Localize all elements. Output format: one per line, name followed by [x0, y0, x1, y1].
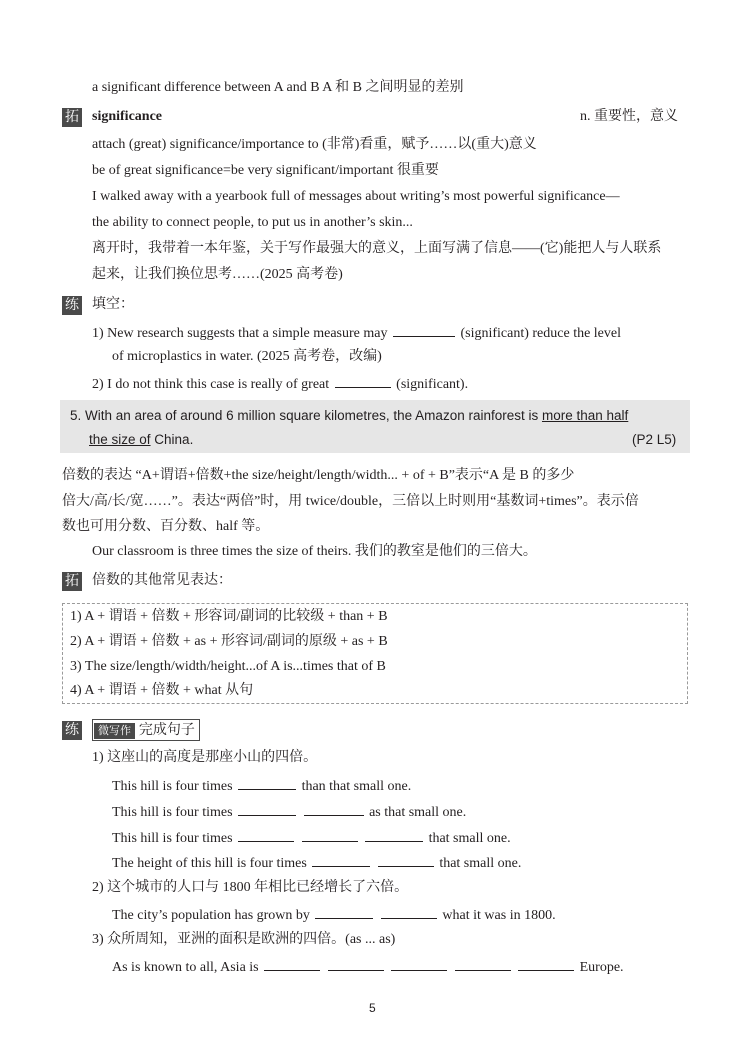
question-text: as that small one. [369, 805, 467, 820]
question-text: (significant). [396, 377, 469, 392]
sentence-line [89, 430, 193, 450]
question-text: (significant) reduce the level [460, 326, 622, 341]
sentence-text: 5. With an area of around 6 million square kilometres, the Amazon rainforest is [70, 408, 542, 423]
answer-blank[interactable] [518, 956, 574, 971]
question-text: that small one. [428, 831, 511, 846]
text-line: the ability to connect people, to put us in another’s skin... [92, 215, 413, 230]
answer-blank[interactable] [315, 904, 373, 919]
text-line: a significant difference between A and B A 和 B 之间明显的差别 [92, 80, 464, 95]
text-line: attach (great) significance/importance to (非常)看重，赋予……以(重大)意义 [92, 137, 537, 152]
question-text: than that small one. [301, 779, 412, 794]
question-text: The city’s population has grown by [112, 908, 310, 923]
sentence-line [70, 406, 628, 426]
answer-blank[interactable] [238, 827, 294, 842]
exercise-item [112, 801, 466, 823]
section-title: 倍数的其他常见表达： [92, 573, 232, 588]
list-item: 4) A + 谓语 + 倍数 + what 从句 [70, 683, 254, 698]
headword: significance [92, 109, 162, 124]
question-text: As is known to all, Asia is [112, 960, 259, 975]
underlined-phrase: the size of [89, 432, 151, 447]
list-item: 1) A + 谓语 + 倍数 + 形容词/副词的比较级 + than + B [70, 609, 388, 624]
answer-blank[interactable] [312, 852, 370, 867]
answer-blank[interactable] [335, 373, 391, 388]
part-of-speech: n. 重要性，意义 [580, 109, 678, 124]
question-text: 2) I do not think this case is really of great [92, 377, 330, 392]
answer-blank[interactable] [393, 322, 455, 337]
text-line: 起来，让我们换位思考……(2025 高考卷) [92, 267, 343, 282]
list-item: 3) The size/length/width/height...of A is...times that of B [70, 659, 386, 674]
text-line: I walked away with a yearbook full of messages about writing’s most powerful significance— [92, 189, 620, 204]
answer-blank[interactable] [304, 801, 364, 816]
text-line: be of great significance=be very significant/important 很重要 [92, 163, 439, 178]
question-text: 1) New research suggests that a simple measure may [92, 326, 388, 341]
lian-tag: 练 [62, 721, 82, 740]
sentence-text: China. [150, 432, 194, 447]
tuo-tag: 拓 [62, 108, 82, 127]
lian-tag: 练 [62, 296, 82, 315]
exercise-item [112, 852, 521, 874]
exercise-item [92, 322, 621, 344]
question-text: This hill is four times [112, 805, 233, 820]
question-text: Europe. [579, 960, 624, 975]
exercise-title: 完成句子 [138, 721, 195, 737]
text-line: 数也可用分数、百分数、half 等。 [62, 519, 270, 534]
exercise-item [92, 373, 468, 395]
exercise-heading [92, 719, 200, 741]
exercise-item [112, 956, 624, 978]
page-reference: (P2 L5) [632, 432, 677, 447]
list-item: 2) A + 谓语 + 倍数 + as + 形容词/副词的原级 + as + B [70, 634, 388, 649]
exercise-item [112, 904, 556, 926]
question-text: This hill is four times [112, 831, 233, 846]
answer-blank[interactable] [378, 852, 434, 867]
question-text: that small one. [439, 856, 522, 871]
answer-blank[interactable] [328, 956, 384, 971]
page-number: 5 [369, 1001, 376, 1015]
text-line: 倍数的表达 “A+谓语+倍数+the size/height/length/width... + of + B”表示“A 是 B 的多少 [62, 468, 575, 483]
question-text: 3) 众所周知，亚洲的面积是欧洲的四倍。(as ... as) [92, 932, 396, 947]
micro-writing-badge: 微写作 [94, 723, 135, 739]
answer-blank[interactable] [381, 904, 437, 919]
question-text: 2) 这个城市的人口与 1800 年相比已经增长了六倍。 [92, 880, 409, 895]
question-text: This hill is four times [112, 779, 233, 794]
exercise-title: 填空： [92, 297, 134, 312]
tuo-tag: 拓 [62, 572, 82, 591]
text-line: 倍大/高/长/宽……”。表达“两倍”时，用 twice/double，三倍以上时则用“基数词+times”。表示倍 [62, 494, 639, 509]
answer-blank[interactable] [238, 801, 296, 816]
underlined-phrase: more than half [541, 408, 629, 423]
question-text: of microplastics in water. (2025 高考卷，改编) [112, 349, 382, 364]
answer-blank[interactable] [238, 775, 296, 790]
answer-blank[interactable] [264, 956, 320, 971]
text-line: 离开时，我带着一本年鉴，关于写作最强大的意义，上面写满了信息——(它)能把人与人联系 [92, 241, 662, 256]
answer-blank[interactable] [365, 827, 423, 842]
example-sentence: Our classroom is three times the size of theirs. 我们的教室是他们的三倍大。 [92, 544, 537, 559]
answer-blank[interactable] [455, 956, 511, 971]
answer-blank[interactable] [302, 827, 358, 842]
exercise-item [112, 775, 411, 797]
answer-blank[interactable] [391, 956, 447, 971]
question-text: what it was in 1800. [442, 908, 556, 923]
question-text: The height of this hill is four times [112, 856, 307, 871]
exercise-item [112, 827, 511, 849]
question-text: 1) 这座山的高度是那座小山的四倍。 [92, 750, 318, 765]
